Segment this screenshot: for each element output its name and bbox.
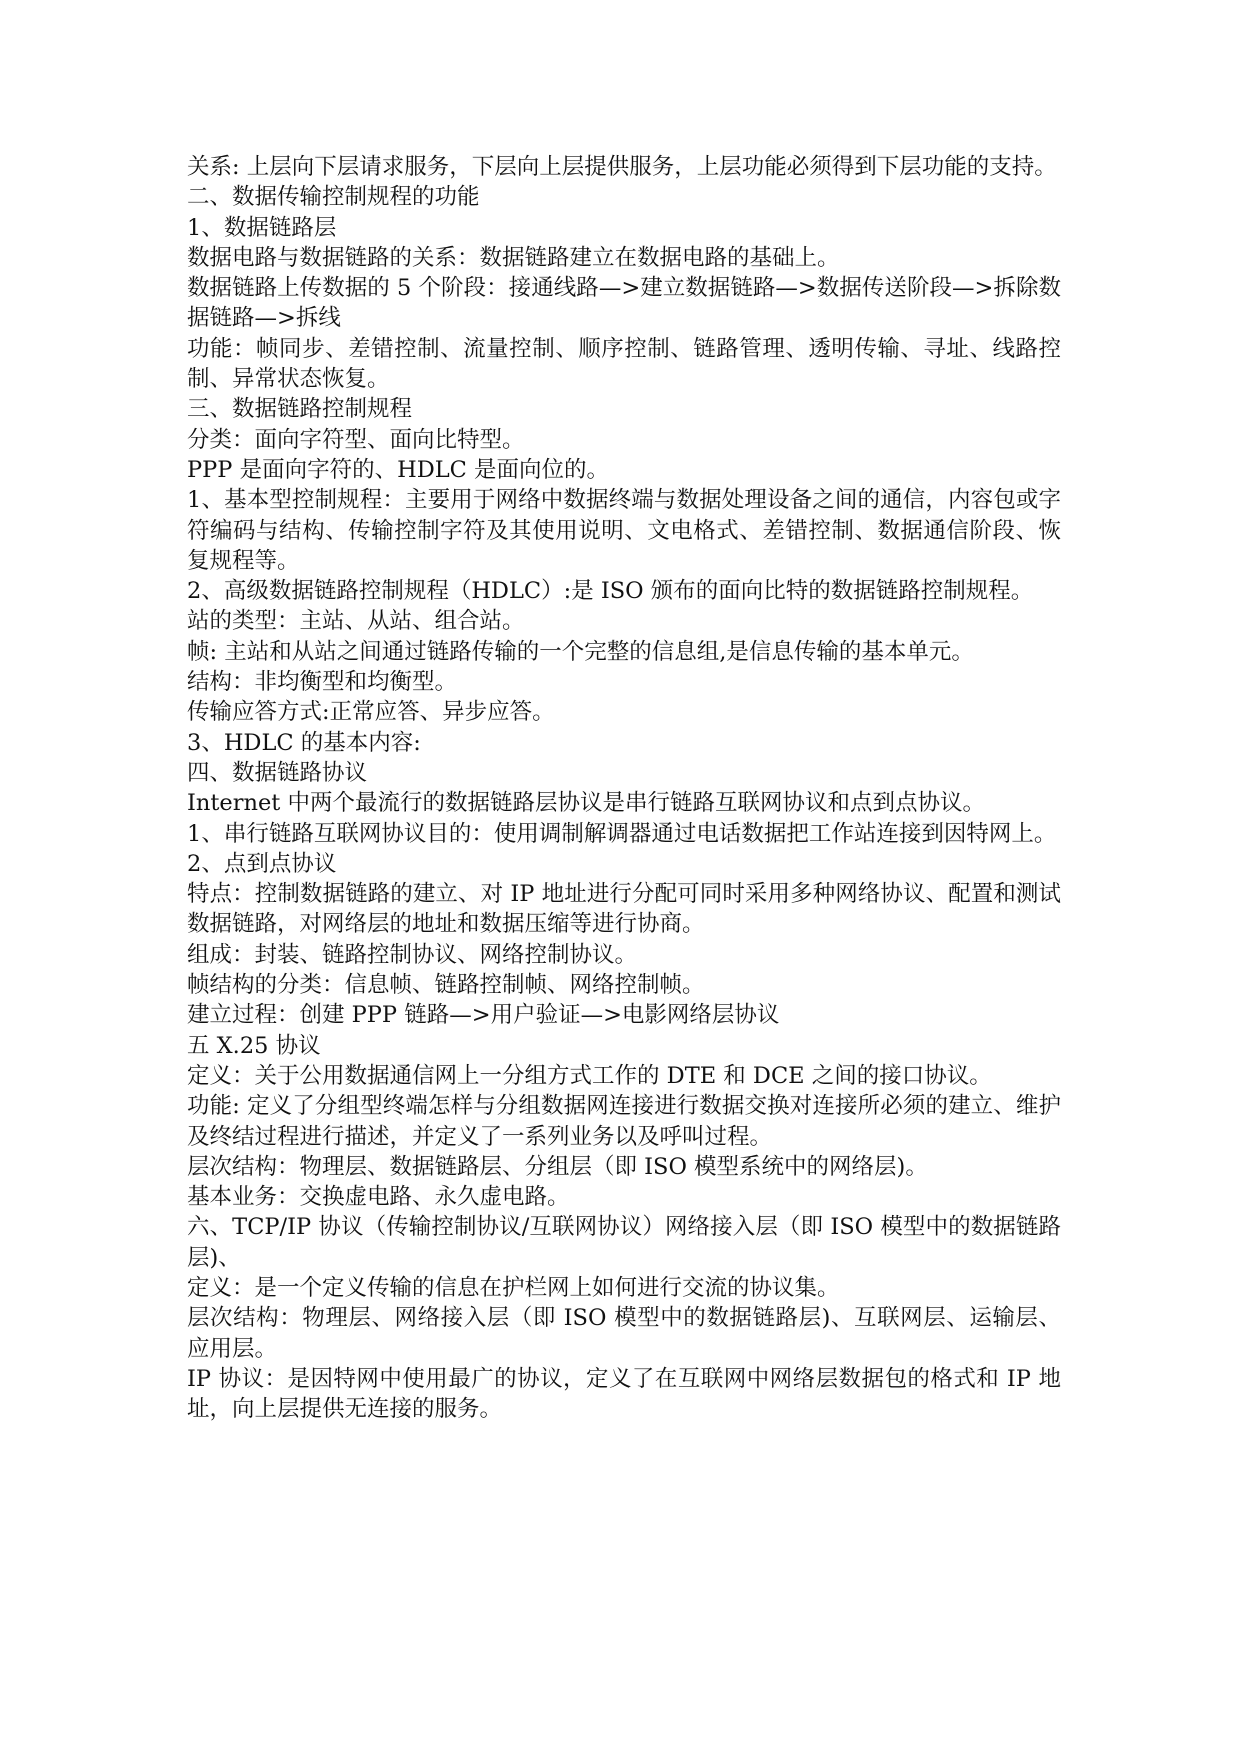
text-line: 五 X.25 协议	[187, 1032, 321, 1059]
text-line: 1、数据链路层	[187, 214, 337, 241]
text-line: 数据电路与数据链路的关系：数据链路建立在数据电路的基础上。	[187, 244, 840, 271]
text-line: 功能：帧同步、差错控制、流量控制、顺序控制、链路管理、透明传输、寻址、线路控制、异常状态恢复。	[187, 335, 1061, 393]
text-line: 传输应答方式:正常应答、异步应答。	[187, 699, 555, 726]
text-line: 3、HDLC 的基本内容:	[187, 729, 421, 756]
text-line: 关系: 上层向下层请求服务，下层向上层提供服务，上层功能必须得到下层功能的支持。	[187, 154, 1057, 180]
text-line: 功能: 定义了分组型终端怎样与分组数据网连接进行数据交换对连接所必须的建立、维护及终结过程进行描述，并定义了一系列业务以及呼叫过程。	[187, 1093, 1061, 1150]
text-line: 特点：控制数据链路的建立、对 IP 地址进行分配可同时采用多种网络协议、配置和测试数据链路，对网络层的地址和数据压缩等进行协商。	[187, 881, 1061, 938]
text-line: 分类：面向字符型、面向比特型。	[187, 426, 525, 453]
text-line: 层次结构：物理层、网络接入层（即 ISO 模型中的数据链路层)、互联网层、运输层、应用层。	[187, 1305, 1061, 1362]
text-line: 定义：关于公用数据通信网上一分组方式工作的 DTE 和 DCE 之间的接口协议。	[187, 1062, 992, 1089]
text-line: IP 协议：是因特网中使用最广的协议，定义了在互联网中网络层数据包的格式和 IP 地址，向上层提供无连接的服务。	[187, 1365, 1061, 1423]
text-line: 建立过程：创建 PPP 链路—>用户验证—>电影网络层协议	[187, 1002, 780, 1029]
text-line: 四、数据链路协议	[187, 759, 368, 786]
text-line: 基本业务：交换虚电路、永久虚电路。	[187, 1184, 570, 1211]
text-line: 1、基本型控制规程：主要用于网络中数据终端与数据处理设备之间的通信，内容包或字符编码与结构、传输控制字符及其使用说明、文电格式、差错控制、数据通信阶段、恢复规程等。	[187, 487, 1061, 574]
text-line: 帧结构的分类：信息帧、链路控制帧、网络控制帧。	[187, 972, 705, 999]
document-body	[187, 152, 1061, 1424]
text-line: 结构：非均衡型和均衡型。	[187, 669, 458, 696]
text-line: 三、数据链路控制规程	[187, 396, 413, 423]
text-line: 组成：封装、链路控制协议、网络控制协议。	[187, 941, 638, 968]
text-line: 2、点到点协议	[187, 850, 337, 877]
text-line: Internet 中两个最流行的数据链路层协议是串行链路互联网协议和点到点协议。	[187, 790, 985, 817]
text-line: 数据链路上传数据的 5 个阶段：接通线路—>建立数据链路—>数据传送阶段—>拆除数据链路—>拆线	[187, 275, 1061, 332]
text-line: 层次结构：物理层、数据链路层、分组层（即 ISO 模型系统中的网络层)。	[187, 1153, 928, 1180]
text-line: 1、串行链路互联网协议目的：使用调制解调器通过电话数据把工作站连接到因特网上。	[187, 820, 1057, 847]
text-line: 六、TCP/IP 协议（传输控制协议/互联网协议）网络接入层（即 ISO 模型中的数据链路层)、	[187, 1214, 1061, 1271]
text-line: 二、数据传输控制规程的功能	[187, 184, 480, 211]
text-line: 帧: 主站和从站之间通过链路传输的一个完整的信息组,是信息传输的基本单元。	[187, 638, 974, 665]
text-line: 定义：是一个定义传输的信息在护栏网上如何进行交流的协议集。	[187, 1274, 840, 1301]
text-line: 2、高级数据链路控制规程（HDLC）:是 ISO 颁布的面向比特的数据链路控制规程。	[187, 578, 1034, 605]
text-line: 站的类型：主站、从站、组合站。	[187, 608, 525, 635]
text-line: PPP 是面向字符的、HDLC 是面向位的。	[187, 456, 610, 483]
